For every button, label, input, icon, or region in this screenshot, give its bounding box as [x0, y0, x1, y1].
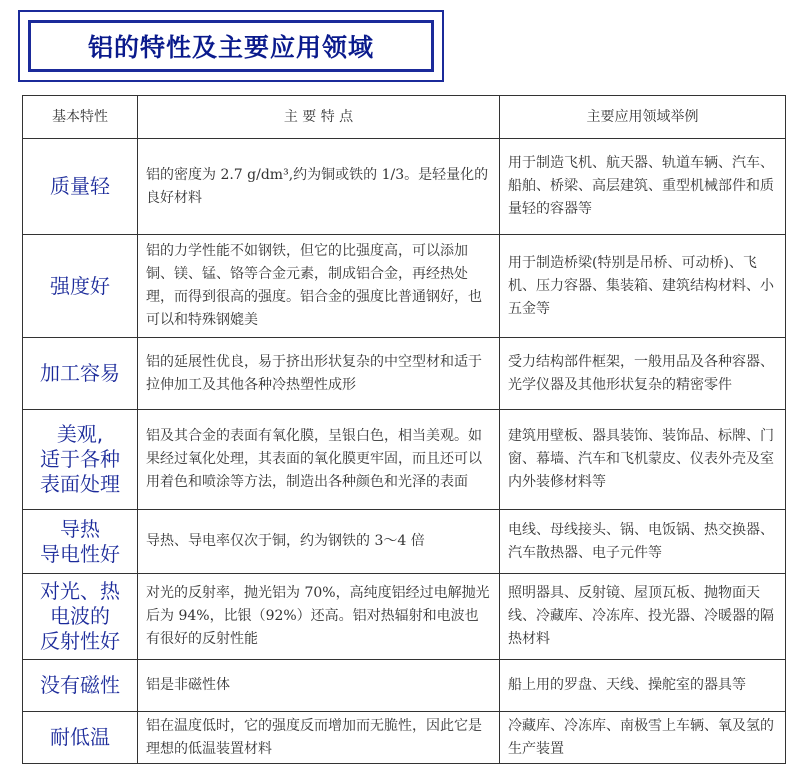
property-cell: 耐低温: [23, 712, 138, 764]
application-cell: 冷藏库、冷冻库、南极雪上车辆、氧及氢的生产装置: [500, 712, 786, 764]
property-cell: 没有磁性: [23, 660, 138, 712]
header-feature: 主 要 特 点: [138, 96, 500, 139]
application-cell: 受力结构部件框架，一般用品及各种容器、光学仪器及其他形状复杂的精密零件: [500, 338, 786, 410]
table-row: [23, 338, 786, 410]
feature-cell: 对光的反射率，抛光铝为 70%，高纯度铝经过电解抛光后为 94%，比银（92%）还高。铝对热辐射和电波也有很好的反射性能: [138, 574, 500, 660]
table-row: [23, 510, 786, 574]
feature-cell: 铝的密度为 2.7 g/dm³,约为铜或铁的 1/3。是轻量化的良好材料: [138, 139, 500, 235]
feature-cell: 铝及其合金的表面有氧化膜，呈银白色，相当美观。如果经过氧化处理，其表面的氧化膜更牢固，而且还可以用着色和喷涂等方法，制造出各种颜色和光泽的表面: [138, 410, 500, 510]
application-cell: 用于制造桥梁(特别是吊桥、可动桥)、飞机、压力容器、集装箱、建筑结构材料、小五金等: [500, 235, 786, 338]
table-header-row: [23, 96, 786, 139]
property-cell: 质量轻: [23, 139, 138, 235]
property-cell: 对光、热 电波的 反射性好: [23, 574, 138, 660]
feature-cell: 铝的力学性能不如钢铁，但它的比强度高，可以添加铜、镁、锰、铬等合金元素，制成铝合金，再经热处理，而得到很高的强度。铝合金的强度比普通钢好，也可以和特殊钢媲美: [138, 235, 500, 338]
application-cell: 船上用的罗盘、天线、操舵室的器具等: [500, 660, 786, 712]
feature-cell: 导热、导电率仅次于铜，约为钢铁的 3～4 倍: [138, 510, 500, 574]
header-property: 基本特性: [23, 96, 138, 139]
feature-cell: 铝在温度低时，它的强度反而增加而无脆性，因此它是理想的低温装置材料: [138, 712, 500, 764]
table-row: [23, 574, 786, 660]
application-cell: 建筑用壁板、器具装饰、装饰品、标牌、门窗、幕墙、汽车和飞机蒙皮、仪表外壳及室内外装修材料等: [500, 410, 786, 510]
table-row: [23, 660, 786, 712]
title-frame: [18, 10, 444, 82]
property-cell: 加工容易: [23, 338, 138, 410]
application-cell: 用于制造飞机、航天器、轨道车辆、汽车、船舶、桥梁、高层建筑、重型机械部件和质量轻的容器等: [500, 139, 786, 235]
page-title: 铝的特性及主要应用领域: [87, 33, 374, 62]
table-row: [23, 235, 786, 338]
feature-cell: 铝的延展性优良，易于挤出形状复杂的中空型材和适于拉伸加工及其他各种冷热塑性成形: [138, 338, 500, 410]
property-cell: 美观, 适于各种 表面处理: [23, 410, 138, 510]
table-row: [23, 410, 786, 510]
property-cell: 导热 导电性好: [23, 510, 138, 574]
table-row: [23, 139, 786, 235]
table-row: [23, 712, 786, 764]
application-cell: 照明器具、反射镜、屋顶瓦板、抛物面天线、冷藏库、冷冻库、投光器、冷暖器的隔热材料: [500, 574, 786, 660]
property-cell: 强度好: [23, 235, 138, 338]
feature-cell: 铝是非磁性体: [138, 660, 500, 712]
header-application: 主要应用领域举例: [500, 96, 786, 139]
properties-table: [22, 95, 786, 764]
title-inner-frame: [28, 20, 434, 72]
application-cell: 电线、母线接头、锅、电饭锅、热交换器、汽车散热器、电子元件等: [500, 510, 786, 574]
